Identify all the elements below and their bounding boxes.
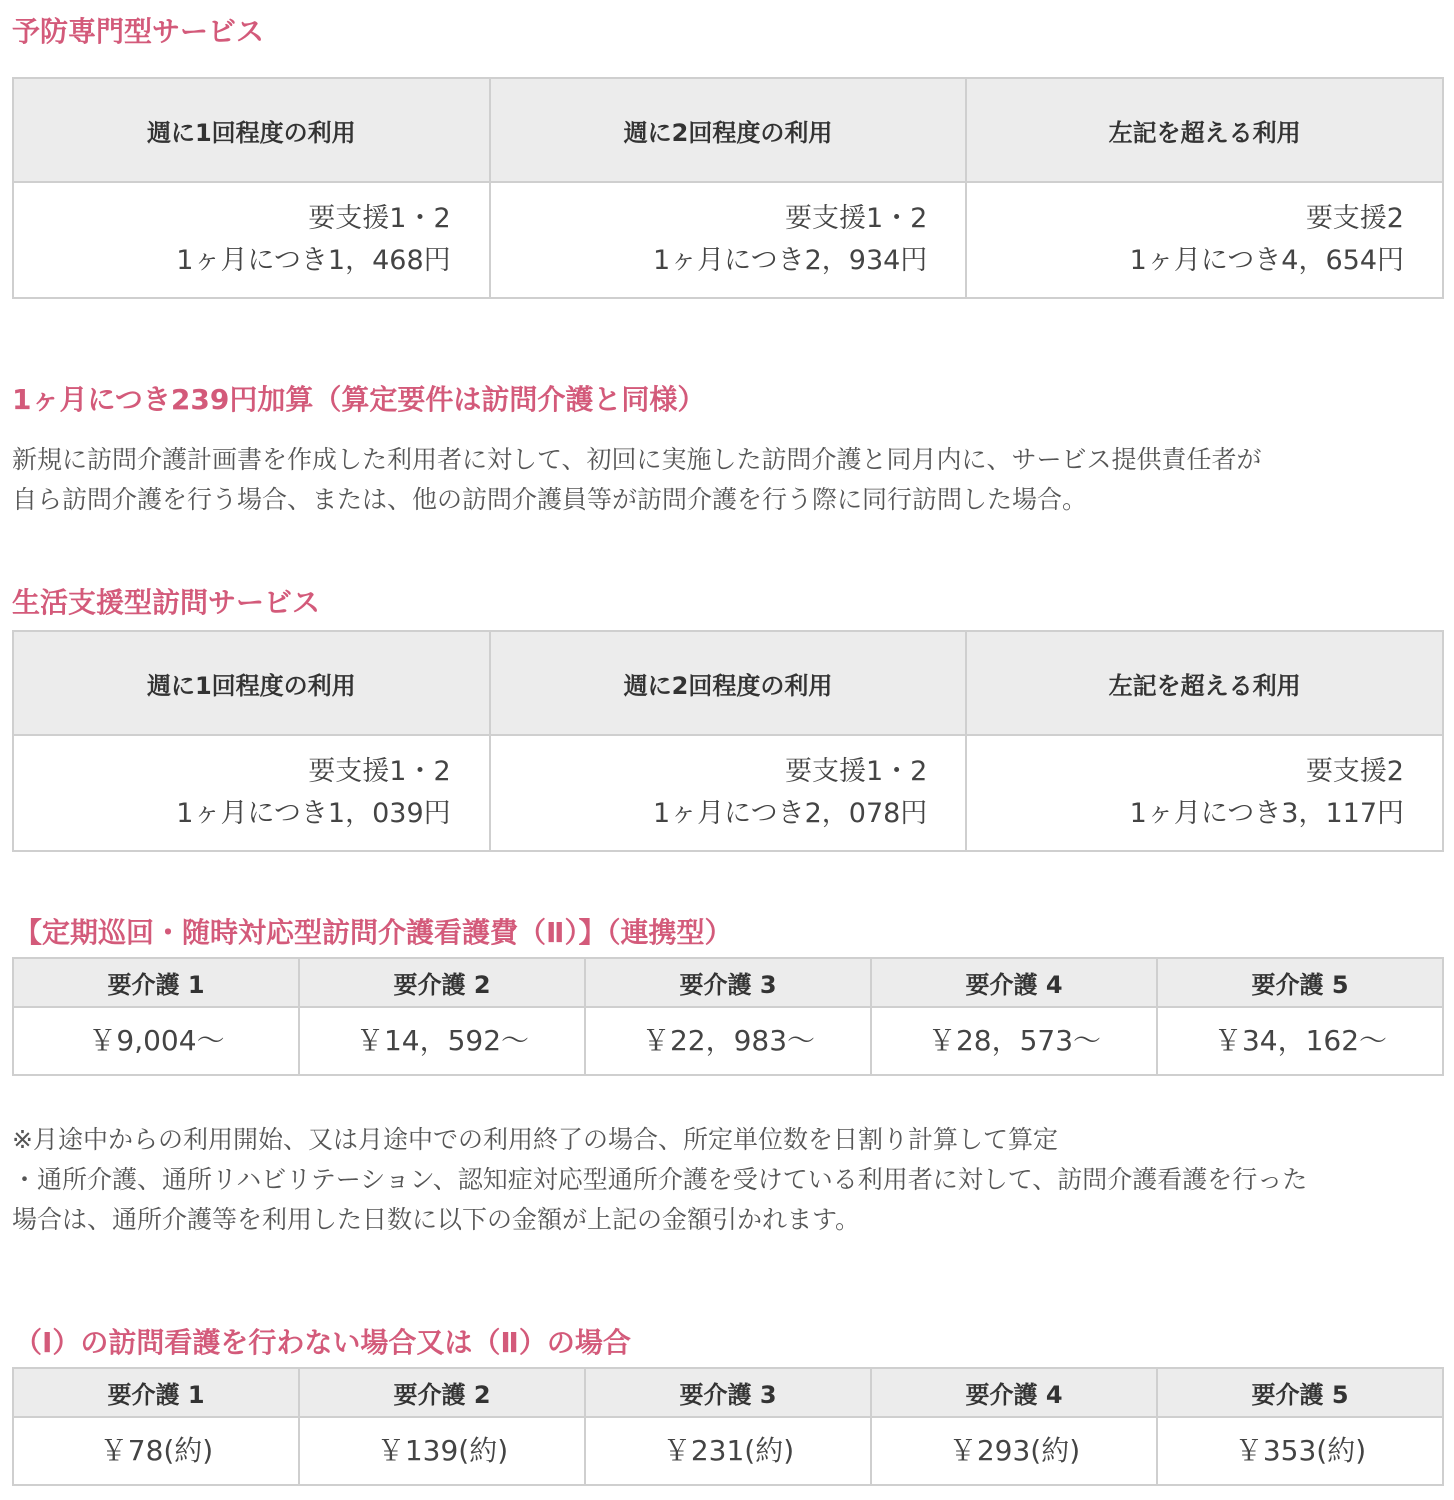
monthly-price: 1ヶ月につき4，654円 [1129, 245, 1404, 276]
header-care-level-5: 要介護 5 [1157, 1368, 1443, 1417]
header-care-level-5: 要介護 5 [1157, 958, 1443, 1007]
header-care-level-1: 要介護 1 [13, 1368, 299, 1417]
paragraph-line: ※月途中からの利用開始、又は月途中での利用終了の場合、所定単位数を日割り計算して算定 [12, 1125, 1058, 1154]
price-cell: ￥14，592～ [299, 1007, 585, 1075]
price-cell: ￥353(約) [1157, 1417, 1443, 1485]
header-care-level-1: 要介護 1 [13, 958, 299, 1007]
price-cell [13, 182, 490, 298]
price-cell [966, 182, 1443, 298]
monthly-price: 1ヶ月につき2，934円 [652, 245, 928, 276]
billing-notes [12, 1120, 1307, 1240]
paragraph-line: 新規に訪問介護計画書を作成した利用者に対して、初回に実施した訪問介護と同月内に、サービス提供責任者が [12, 445, 1262, 474]
paragraph-line: ・通所介護、通所リハビリテーション、認知症対応型通所介護を受けている利用者に対して、訪問介護看護を行った [12, 1165, 1308, 1194]
price-cell: ￥22，983～ [585, 1007, 871, 1075]
care-level: 要支援1・2 [308, 756, 451, 787]
price-cell: ￥293(約) [871, 1417, 1157, 1485]
table-row [13, 1007, 1443, 1075]
monthly-price: 1ヶ月につき2，078円 [652, 798, 928, 829]
deduction-heading: （Ⅰ）の訪問看護を行わない場合又は（Ⅱ）の場合 [14, 1326, 631, 1359]
table-row [13, 735, 1443, 851]
monthly-price: 1ヶ月につき3，117円 [1129, 798, 1404, 829]
life-support-table [12, 630, 1444, 852]
table-row [13, 182, 1443, 298]
table-header-row [13, 78, 1443, 182]
price-cell: ￥34，162～ [1157, 1007, 1443, 1075]
price-cell [490, 735, 967, 851]
price-cell [490, 182, 967, 298]
price-cell: ￥9,004～ [13, 1007, 299, 1075]
price-cell: ￥139(約) [299, 1417, 585, 1485]
header-once-weekly: 週に1回程度の利用 [13, 78, 490, 182]
preventive-service-heading: 予防専門型サービス [12, 15, 265, 48]
care-level: 要支援1・2 [784, 203, 928, 234]
addition-description [12, 440, 1262, 520]
care-level: 要支援2 [1305, 203, 1404, 234]
periodic-visit-heading: 【定期巡回・随時対応型訪問介護看護費（Ⅱ）】（連携型） [14, 916, 733, 949]
monthly-price: 1ヶ月につき1，039円 [176, 798, 451, 829]
header-over-use: 左記を超える利用 [966, 78, 1443, 182]
header-over-use: 左記を超える利用 [966, 631, 1443, 735]
header-care-level-2: 要介護 2 [299, 1368, 585, 1417]
care-level: 要支援2 [1305, 756, 1404, 787]
header-once-weekly: 週に1回程度の利用 [13, 631, 490, 735]
table-header-row [13, 1368, 1443, 1417]
price-cell [966, 735, 1443, 851]
monthly-price: 1ヶ月につき1，468円 [176, 245, 451, 276]
header-care-level-2: 要介護 2 [299, 958, 585, 1007]
deduction-table [12, 1367, 1444, 1486]
price-cell: ￥231(約) [585, 1417, 871, 1485]
preventive-service-table [12, 77, 1444, 299]
periodic-visit-table [12, 957, 1444, 1076]
header-care-level-4: 要介護 4 [871, 1368, 1157, 1417]
addition-heading: 1ヶ月につき239円加算（算定要件は訪問介護と同様） [12, 383, 706, 416]
care-level: 要支援1・2 [308, 203, 451, 234]
life-support-heading: 生活支援型訪問サービス [12, 586, 321, 619]
price-cell [13, 735, 490, 851]
header-care-level-3: 要介護 3 [585, 958, 871, 1007]
table-row [13, 1417, 1443, 1485]
header-care-level-3: 要介護 3 [585, 1368, 871, 1417]
price-cell: ￥28，573～ [871, 1007, 1157, 1075]
header-twice-weekly: 週に2回程度の利用 [490, 78, 967, 182]
paragraph-line: 場合は、通所介護等を利用した日数に以下の金額が上記の金額引かれます。 [12, 1205, 861, 1234]
care-level: 要支援1・2 [784, 756, 928, 787]
header-care-level-4: 要介護 4 [871, 958, 1157, 1007]
table-header-row [13, 958, 1443, 1007]
header-twice-weekly: 週に2回程度の利用 [490, 631, 967, 735]
price-cell: ￥78(約) [13, 1417, 299, 1485]
paragraph-line: 自ら訪問介護を行う場合、または、他の訪問介護員等が訪問介護を行う際に同行訪問した場合。 [12, 485, 1088, 514]
table-header-row [13, 631, 1443, 735]
